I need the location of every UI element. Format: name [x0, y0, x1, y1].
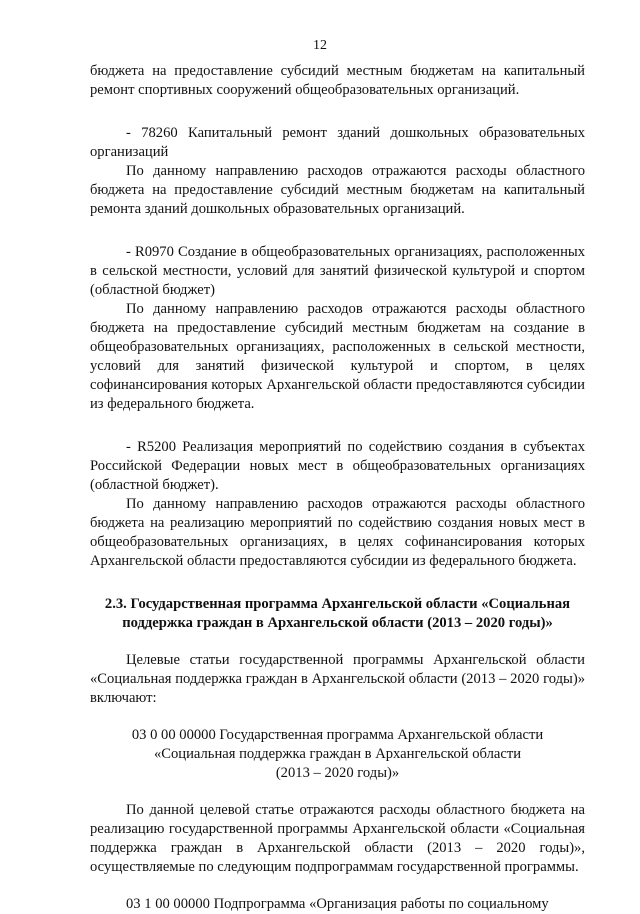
paragraph-r5200-description: По данному направлению расходов отражаются расходы областного бюджета на реализацию мероприятий по содействию создания новых мест в общеобразовательных организациях, в целях софинансирования которых Архангельской области предоставляются субсидии из федерального бюджета. [90, 496, 585, 569]
page-number: 12 [313, 38, 327, 53]
paragraph-r5200-title: - R5200 Реализация мероприятий по содействию создания в субъектах Российской Федерации новых мест в общеобразовательных организациях (областной бюджет). [90, 439, 585, 493]
program-title-line1: 03 0 00 00000 Государственная программа Архангельской области [131, 727, 544, 743]
paragraph-subprogram-start: 03 1 00 00000 Подпрограмма «Организация работы по социальному [126, 896, 549, 912]
paragraph-78260-description: По данному направлению расходов отражаются расходы областного бюджета на предоставление субсидий местным бюджетам на капитальный ремонта зданий дошкольных образовательных организаций. [90, 163, 585, 217]
paragraph-r0970-description: По данному направлению расходов отражаются расходы областного бюджета на предоставление субсидий местным бюджетам на создание в общеобразовательных организациях, расположенных в сельской местности, условий для занятий физической культурой и спортом, в целях софинансирования которых Архангельской области предоставляются субсидии из федерального бюджета. [90, 301, 585, 412]
program-title-line3: (2013 – 2020 годы)» [275, 765, 400, 781]
paragraph-target-articles: Целевые статьи государственной программы Архангельской области «Социальная поддержка граждан в Архангельской области (2013 – 2020 годы)» включают: [90, 652, 585, 706]
paragraph-78260-title: - 78260 Капитальный ремонт зданий дошкольных образовательных организаций [90, 125, 585, 160]
paragraph-r0970-title: - R0970 Создание в общеобразовательных организациях, расположенных в сельской местности, условий для занятий физической культурой и спортом (областной бюджет) [90, 244, 585, 298]
paragraph-subsidy-sports: бюджета на предоставление субсидий местным бюджетам на капитальный ремонт спортивных сооружений общеобразовательных организаций. [90, 63, 585, 98]
section-heading-line2: поддержка граждан в Архангельской области (2013 – 2020 годы)» [122, 615, 553, 631]
section-heading-line1: 2.3. Государственная программа Архангельской области «Социальная [104, 596, 571, 612]
paragraph-program-expenses: По данной целевой статье отражаются расходы областного бюджета на реализацию государственной программы Архангельской области «Социальная поддержка граждан в Архангельской области (2013 – 2020 годы)», осуществляемые по следующим подпрограммам государственной программы. [90, 802, 585, 875]
program-title-line2: «Социальная поддержка граждан в Архангельской области [153, 746, 522, 762]
document-body [90, 62, 585, 914]
